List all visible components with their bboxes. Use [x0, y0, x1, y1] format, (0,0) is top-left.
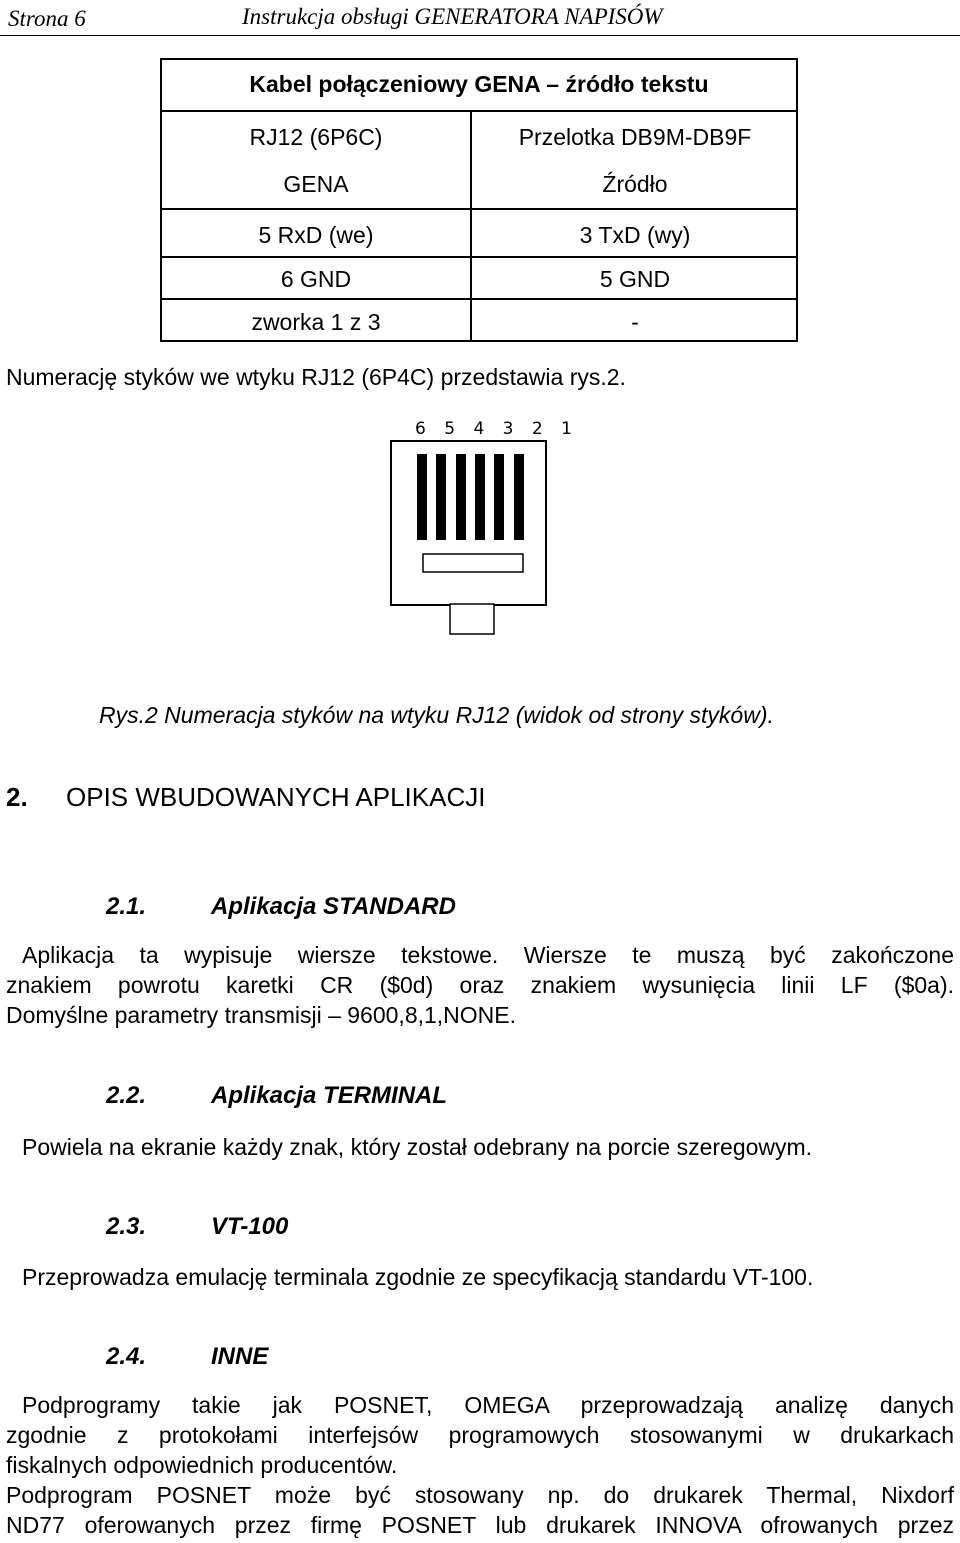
col2-header-line1: Przelotka DB9M-DB9F: [518, 124, 752, 150]
contact-pin: [417, 454, 427, 540]
paragraph-line: zgodnie z protokołami interfejsów programowych stosowanymi w drukarkach: [6, 1422, 954, 1448]
paragraph-line: Aplikacja ta wypisuje wiersze tekstowe. Wiersze te muszą być zakończone: [22, 942, 954, 968]
subsection-title: Aplikacja TERMINAL: [211, 1082, 448, 1109]
paragraph-line: Podprogram POSNET może być stosowany np. do drukarek Thermal, Nixdorf: [6, 1482, 954, 1508]
table-divider: [162, 256, 796, 258]
paragraph-line: Domyślne parametry transmisji – 9600,8,1,NONE.: [6, 1002, 517, 1028]
paragraph-line: Przeprowadza emulację terminala zgodnie ze specyfikacją standardu VT-100.: [22, 1264, 814, 1290]
table-cell: 6 GND: [280, 266, 352, 292]
connector-window: [423, 554, 523, 572]
paragraph-line: Powiela na ekranie każdy znak, który został odebrany na porcie szeregowym.: [22, 1134, 813, 1160]
contact-pin: [494, 454, 504, 540]
subsection-title: VT-100: [211, 1213, 289, 1240]
table-cell: -: [631, 309, 639, 335]
section-number: 2.: [6, 782, 28, 812]
table-title: Kabel połączeniowy GENA – źródło tekstu: [249, 71, 709, 97]
subsection-number: 2.4.: [106, 1343, 147, 1370]
section-title: OPIS WBUDOWANYCH APLIKACJI: [66, 782, 486, 812]
section-heading: [6, 782, 485, 813]
contact-pin: [514, 454, 524, 540]
table-cell: 5 GND: [599, 266, 671, 292]
table-divider: [162, 298, 796, 300]
document-title: Instrukcja obsługi GENERATORA NAPISÓW: [242, 4, 663, 29]
paragraph-line: ND77 oferowanych przez firmę POSNET lub drukarek INNOVA ofrowanych przez: [6, 1512, 954, 1538]
table-divider: [162, 110, 796, 112]
subsection-number: 2.2.: [106, 1082, 147, 1109]
contact-pin: [436, 454, 446, 540]
connector-latch: [450, 604, 494, 634]
col1-header-line2: GENA: [283, 171, 349, 197]
figure-caption: Rys.2 Numeracja styków na wtyku RJ12 (widok od strony styków).: [99, 702, 774, 728]
table-cell: 3 TxD (wy): [579, 222, 691, 248]
intro-text: Numerację styków we wtyku RJ12 (6P4C) przedstawia rys.2.: [6, 364, 626, 390]
paragraph-line: fiskalnych odpowiednich producentów.: [6, 1452, 398, 1478]
table-cell: 5 RxD (we): [258, 222, 374, 248]
col1-header-line1: RJ12 (6P6C): [249, 124, 383, 150]
rj12-connector-diagram: [390, 440, 560, 640]
contact-pin: [475, 454, 485, 540]
page-header: [0, 0, 960, 38]
table-cell: zworka 1 z 3: [251, 309, 381, 335]
pin-labels: 6 5 4 3 2 1: [415, 419, 579, 439]
subsection-number: 2.3.: [106, 1213, 147, 1240]
table-divider: [162, 208, 796, 210]
paragraph-line: znakiem powrotu karetki CR ($0d) oraz znakiem wysunięcia linii LF ($0a).: [6, 972, 954, 998]
header-rule: [0, 35, 960, 36]
page-number: Strona 6: [8, 6, 86, 31]
col2-header-line2: Źródło: [602, 171, 668, 197]
subsection-title: Aplikacja STANDARD: [211, 893, 456, 920]
contact-pin: [456, 454, 466, 540]
subsection-number: 2.1.: [106, 893, 147, 920]
subsection-title: INNE: [211, 1343, 269, 1370]
cable-table: [160, 58, 798, 342]
paragraph-line: Podprogramy takie jak POSNET, OMEGA przeprowadzają analizę danych: [22, 1392, 954, 1418]
